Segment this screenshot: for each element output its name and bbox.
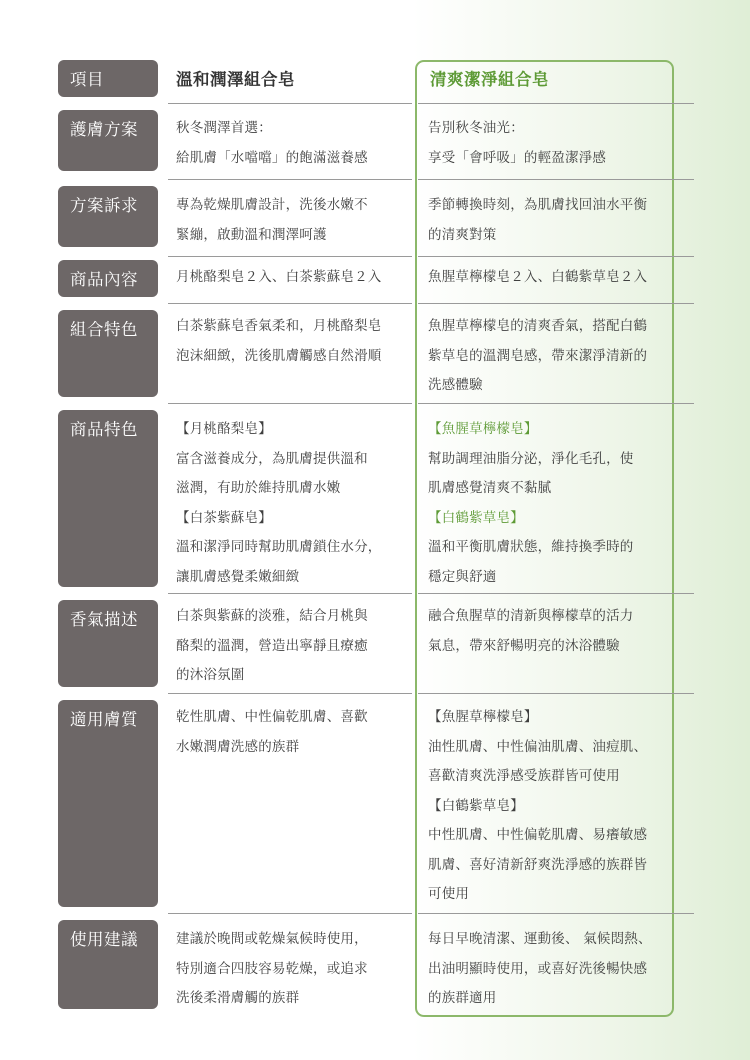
row-divider [168, 103, 412, 104]
cell-line: 肌膚、喜好清新舒爽洗淨感的族群皆 [428, 856, 648, 873]
cell-line: 洗後柔滑膚觸的族群 [176, 990, 300, 1006]
cell-line: 給肌膚「水噹噹」的飽滿滋養感 [176, 149, 368, 166]
cell-line: 洗感體驗 [428, 377, 483, 393]
row-divider [168, 693, 412, 694]
cell-usage-gentle [176, 925, 406, 1014]
cell-line: 肌膚感覺清爽不黏膩 [428, 480, 552, 496]
product-tag: 【白茶紫蘇皂】 [176, 509, 272, 526]
cell-line: 可使用 [428, 886, 470, 902]
cell-line: 建議於晚間或乾燥氣候時使用， [176, 931, 368, 947]
row-divider [418, 103, 694, 104]
row-divider [168, 303, 412, 304]
row-label-plan-appeal: 方案訴求 [58, 186, 158, 247]
row-divider [168, 913, 412, 914]
cell-skincare-plan-refresh [428, 114, 668, 173]
row-divider [168, 256, 412, 257]
row-divider [418, 913, 694, 914]
cell-line: 告別秋冬油光： [428, 120, 524, 136]
product-tag: 【魚腥草檸檬皂】 [428, 421, 538, 437]
cell-line: 季節轉換時刻，為肌膚找回油水平衡 [428, 197, 648, 213]
cell-line: 專為乾燥肌膚設計，洗後水嫩不 [176, 197, 368, 213]
cell-scent-gentle [176, 602, 406, 691]
column-header-gentle-set: 溫和潤澤組合皂 [176, 70, 295, 89]
cell-line: 泡沫細緻，洗後肌膚觸感自然滑順 [176, 347, 382, 364]
product-tag: 【白鶴紫草皂】 [428, 509, 524, 526]
cell-line: 溫和潔淨同時幫助肌膚鎖住水分， [176, 539, 382, 555]
cell-line: 融合魚腥草的清新與檸檬草的活力 [428, 608, 634, 624]
cell-line: 紫草皂的溫潤皂感，帶來潔淨清新的 [428, 347, 648, 364]
cell-line: 的清爽對策 [428, 226, 497, 243]
cell-line: 的族群適用 [428, 990, 497, 1006]
cell-product-features-refresh [428, 415, 668, 592]
cell-line: 的沐浴氛圍 [176, 667, 245, 683]
product-tag: 【白鶴紫草皂】 [428, 797, 524, 814]
row-divider [418, 693, 694, 694]
cell-line: 特別適合四肢容易乾燥，或追求 [176, 960, 368, 977]
cell-line: 讓肌膚感覺柔嫩細緻 [176, 568, 300, 585]
row-divider [418, 593, 694, 594]
cell-line: 富含滋養成分，為肌膚提供溫和 [176, 450, 368, 467]
row-divider [168, 179, 412, 180]
cell-line: 每日早晚清潔、運動後、 氣候悶熱、 [428, 931, 652, 947]
cell-product-features-gentle [176, 415, 406, 592]
row-divider [418, 303, 694, 304]
cell-line: 穩定與舒適 [428, 568, 497, 585]
cell-line: 氣息，帶來舒暢明亮的沐浴體驗 [428, 637, 620, 654]
cell-line: 緊繃，啟動溫和潤澤呵護 [176, 226, 327, 243]
cell-skin-type-gentle [176, 703, 406, 762]
row-divider [418, 403, 694, 404]
cell-line: 水嫩潤膚洗感的族群 [176, 738, 300, 755]
row-label-skin-type: 適用膚質 [58, 700, 158, 907]
row-divider [168, 403, 412, 404]
row-label-usage-suggestion: 使用建議 [58, 920, 158, 1009]
cell-line: 魚腥草檸檬皂２入、白鶴紫草皂２入 [428, 269, 648, 285]
row-divider [418, 179, 694, 180]
header-label: 項目 [58, 60, 158, 97]
cell-line: 油性肌膚、中性偏油肌膚、油痘肌、 [428, 738, 648, 755]
cell-line: 享受「會呼吸」的輕盈潔淨感 [428, 149, 607, 166]
cell-plan-appeal-gentle [176, 191, 406, 250]
cell-line: 乾性肌膚、中性偏乾肌膚、喜歡 [176, 709, 368, 725]
cell-line: 出油明顯時使用，或喜好洗後暢快感 [428, 960, 648, 977]
row-label-set-features: 組合特色 [58, 310, 158, 397]
cell-line: 白茶與紫蘇的淡雅，結合月桃與 [176, 608, 368, 624]
cell-line: 白茶紫蘇皂香氣柔和，月桃酪梨皂 [176, 318, 382, 334]
cell-skincare-plan-gentle [176, 114, 406, 173]
product-tag: 【魚腥草檸檬皂】 [428, 709, 538, 725]
column-header-refresh-set: 清爽潔淨組合皂 [430, 70, 549, 89]
row-label-skincare-plan: 護膚方案 [58, 110, 158, 171]
cell-product-contents-refresh [428, 263, 668, 293]
cell-line: 滋潤，有助於維持肌膚水嫩 [176, 480, 341, 496]
cell-plan-appeal-refresh [428, 191, 668, 250]
cell-set-features-gentle [176, 312, 406, 371]
cell-line: 溫和平衡肌膚狀態，維持換季時的 [428, 539, 634, 555]
row-label-scent-description: 香氣描述 [58, 600, 158, 687]
row-label-product-contents: 商品內容 [58, 260, 158, 297]
cell-line: 魚腥草檸檬皂的清爽香氣，搭配白鶴 [428, 318, 648, 334]
row-label-product-features: 商品特色 [58, 410, 158, 587]
cell-line: 秋冬潤澤首選： [176, 120, 272, 136]
cell-skin-type-refresh [428, 703, 668, 910]
cell-line: 中性肌膚、中性偏乾肌膚、易癢敏感 [428, 827, 648, 843]
cell-line: 幫助調理油脂分泌，淨化毛孔，使 [428, 450, 634, 467]
product-tag: 【月桃酪梨皂】 [176, 421, 272, 437]
row-divider [168, 593, 412, 594]
cell-product-contents-gentle [176, 263, 406, 293]
cell-set-features-refresh [428, 312, 668, 401]
cell-line: 喜歡清爽洗淨感受族群皆可使用 [428, 768, 620, 784]
cell-scent-refresh [428, 602, 668, 661]
cell-line: 月桃酪梨皂２入、白茶紫蘇皂２入 [176, 269, 382, 285]
row-divider [418, 256, 694, 257]
cell-line: 酪梨的溫潤，營造出寧靜且療癒 [176, 637, 368, 654]
cell-usage-refresh [428, 925, 668, 1014]
